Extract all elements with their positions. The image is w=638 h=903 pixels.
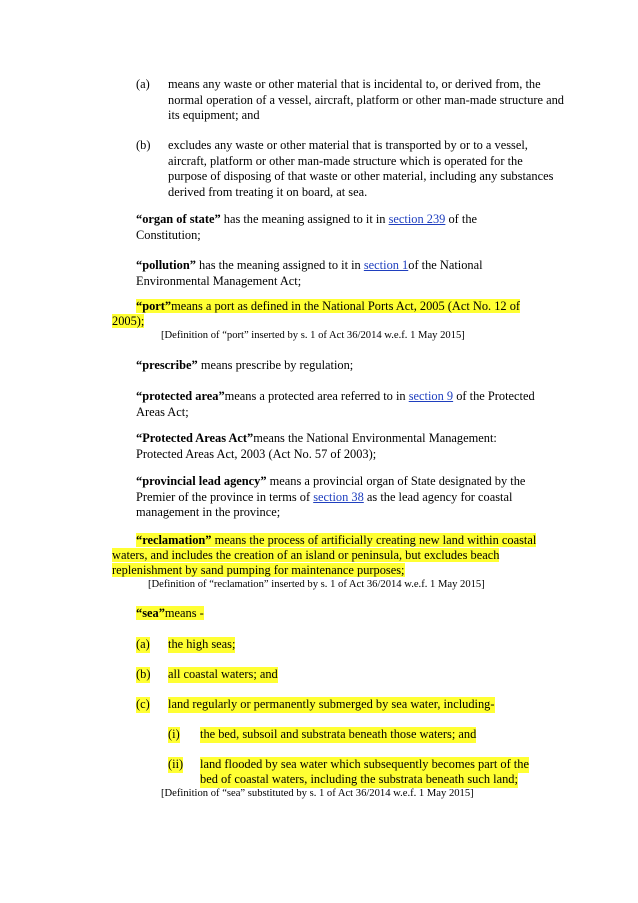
term-reclamation: “reclamation” xyxy=(136,533,212,547)
link-section-38[interactable]: section 38 xyxy=(313,489,364,504)
definition-port-line2 xyxy=(112,314,144,330)
definition-protected-area xyxy=(136,389,556,420)
sea-subitem-i-text: the bed, subsoil and substrata beneath those waters; and xyxy=(200,727,477,741)
definition-reclamation-line1 xyxy=(136,533,536,549)
item-a-text: means any waste or other material that is incidental to, or derived from, the normal operation of a vessel, aircraft, platform or other man-made structure and its equipment; and xyxy=(168,77,564,122)
def-text: has the meaning assigned to it in xyxy=(220,212,389,226)
definition-provincial-lead-agency xyxy=(136,474,548,521)
sea-item-b-text: all coastal waters; and xyxy=(168,667,278,681)
item-b-label: (b) xyxy=(136,138,151,152)
amendment-note-reclamation: [Definition of “reclamation” inserted by s. 1 of Act 36/2014 w.e.f. 1 May 2015] xyxy=(148,579,485,590)
def-text: of the National Environmental Management Act; xyxy=(136,258,483,288)
sea-subitem-ii-label: (ii) xyxy=(168,757,184,771)
def-text: means a port as defined in the National Ports Act, 2005 (Act No. 12 of xyxy=(171,299,521,313)
definition-protected-areas-act xyxy=(136,431,536,462)
definition-prescribe xyxy=(136,358,353,374)
definition-pollution xyxy=(136,258,536,289)
link-section-9[interactable]: section 9 xyxy=(408,389,454,403)
def-text: of the Protected Areas Act; xyxy=(136,389,535,419)
sea-subitem-ii-line2: bed of coastal waters, including the substrata beneath such land; xyxy=(200,772,518,786)
sea-subitem-ii-line1: land flooded by sea water which subsequently becomes part of the xyxy=(200,757,529,771)
def-text: means the process of artificially creating new land within coastal xyxy=(211,533,537,547)
amendment-note-port: [Definition of “port” inserted by s. 1 of Act 36/2014 w.e.f. 1 May 2015] xyxy=(161,330,465,341)
sea-subitem-i-label: (i) xyxy=(168,727,180,741)
term-prescribe: “prescribe” xyxy=(136,358,198,372)
sea-item-a-label: (a) xyxy=(136,637,150,651)
def-text: means - xyxy=(164,606,204,620)
definition-reclamation-line3 xyxy=(112,563,405,579)
definition-organ-of-state xyxy=(136,212,536,243)
def-text: of the Constitution; xyxy=(136,212,478,242)
term-protected-areas-act: “Protected Areas Act” xyxy=(136,431,254,445)
item-b-text: excludes any waste or other material that is transported by or to a vessel, aircraft, platform or other man-made structure which is operated for the purpose of disposing of that waste or other material, including any substances derived from treating it on board, at sea. xyxy=(168,138,554,199)
def-text: replenishment by sand pumping for maintenance purposes; xyxy=(112,563,405,577)
definition-sea xyxy=(136,606,204,622)
link-section-239[interactable]: section 239 xyxy=(388,212,446,226)
term-protected-area: “protected area” xyxy=(136,389,225,403)
def-text: means prescribe by regulation; xyxy=(197,358,354,372)
def-text: means a provincial organ of State designated by the Premier of the province in terms of xyxy=(136,474,526,504)
amendment-note-sea: [Definition of “sea” substituted by s. 1 of Act 36/2014 w.e.f. 1 May 2015] xyxy=(161,788,474,799)
sea-item-c-label: (c) xyxy=(136,697,150,711)
link-section-1[interactable]: section 1 xyxy=(363,258,409,272)
sea-item-b-label: (b) xyxy=(136,667,151,681)
def-text: as the lead agency for coastal management in the province; xyxy=(136,489,513,519)
term-sea: “sea” xyxy=(136,606,165,620)
definition-reclamation-line2 xyxy=(112,548,499,564)
term-pollution: “pollution” xyxy=(136,258,196,272)
term-port: “port” xyxy=(136,299,172,313)
def-text: means the National Environmental Management: Protected Areas Act, 2003 (Act No. 57 of 2003); xyxy=(136,431,497,461)
def-text: means a protected area referred to in xyxy=(224,389,409,403)
term-provincial-lead-agency: “provincial lead agency” xyxy=(136,474,267,488)
def-text: waters, and includes the creation of an island or peninsula, but excludes beach xyxy=(112,548,500,562)
item-a-label: (a) xyxy=(136,77,150,91)
sea-item-c-text: land regularly or permanently submerged by sea water, including- xyxy=(168,697,495,711)
definition-port-line1 xyxy=(136,299,520,315)
def-text: has the meaning assigned to it in xyxy=(195,258,364,272)
term-organ-of-state: “organ of state” xyxy=(136,212,221,226)
sea-item-a-text: the high seas; xyxy=(168,637,236,651)
def-text: 2005); xyxy=(112,314,145,328)
